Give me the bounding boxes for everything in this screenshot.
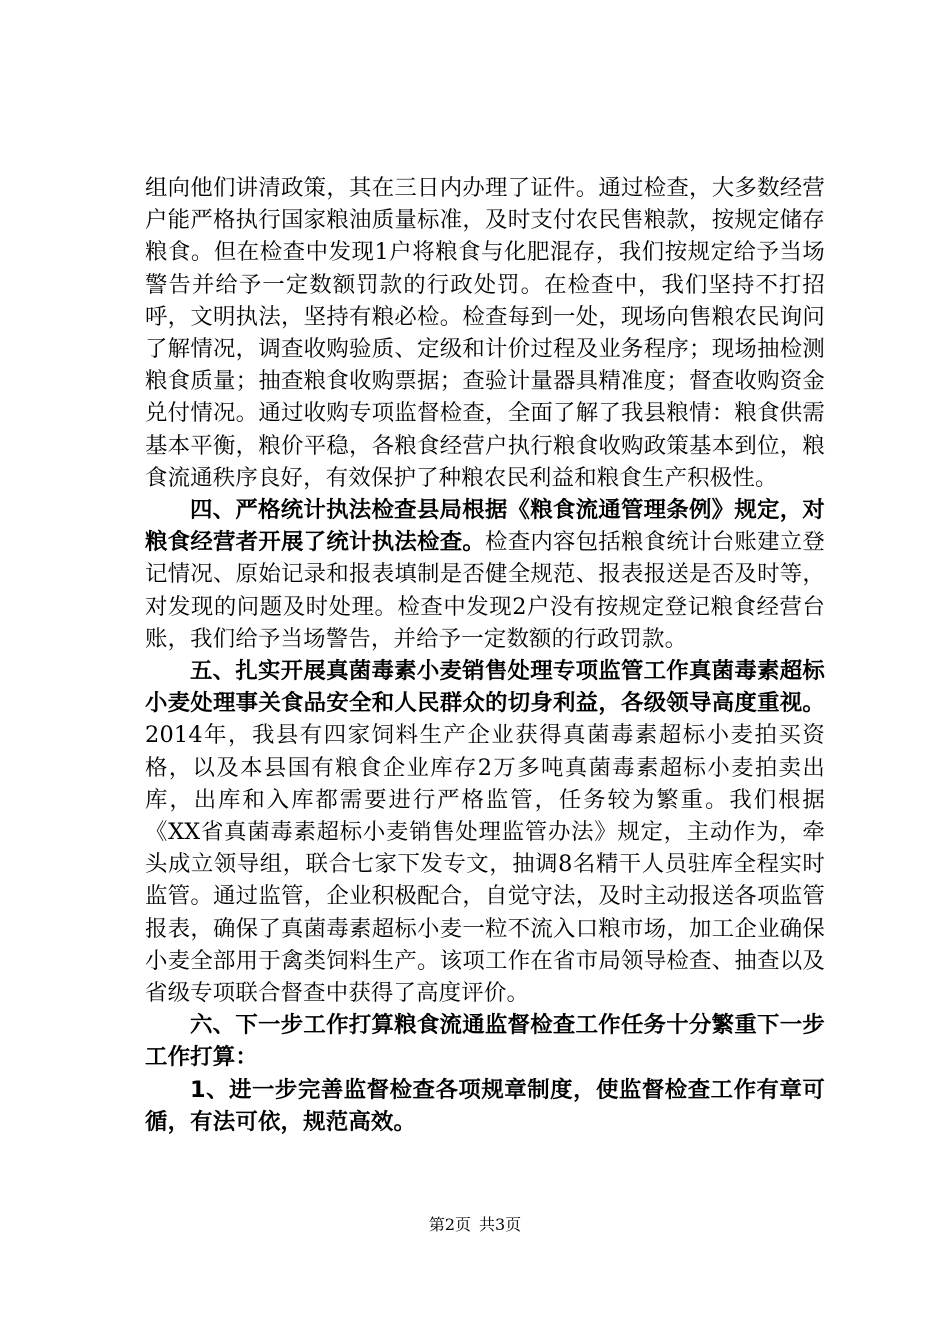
paragraph-section-6 — [145, 1009, 825, 1073]
paragraph-item-1 — [145, 1074, 825, 1138]
paragraph-section-5 — [145, 655, 825, 1009]
paragraph-text: 2014年，我县有四家饲料生产企业获得真菌毒素超标小麦拍买资格，以及本县国有粮食企业库存2万多吨真菌毒素超标小麦拍卖出库，出库和入库都需要进行严格监管，任务较为繁重。我们根据《XX省真菌毒素超标小麦销售处理监管办法》规定，主动作为，牵头成立领导组，联合七家下发专文，抽调8名精干人员驻库全程实时监管。通过监管，企业积极配合，自觉守法，及时主动报送各项监管报表，确保了真菌毒素超标小麦一粒不流入口粮市场，加工企业确保小麦全部用于禽类饲料生产。该项工作在省市局领导检查、抽查以及省级专项联合督查中获得了高度评价。 — [145, 722, 825, 1007]
document-body — [145, 172, 825, 1138]
page-number-current: 第2页 — [428, 1215, 471, 1234]
section-5-heading: 五、扎实开展真菌毒素小麦销售处理专项监管工作真菌毒素超标小麦处理事关食品安全和人民群众的切身利益，各级领导高度重视。 — [145, 658, 825, 717]
paragraph-continuation — [145, 172, 825, 494]
paragraph-section-4 — [145, 494, 825, 655]
section-6-heading: 六、下一步工作打算粮食流通监督检查工作任务十分繁重下一步工作打算： — [145, 1012, 825, 1071]
paragraph-text: 组向他们讲清政策，其在三日内办理了证件。通过检查，大多数经营户能严格执行国家粮油质量标准，及时支付农民售粮款，按规定储存粮食。但在检查中发现1户将粮食与化肥混存，我们按规定给予当场警告并给予一定数额罚款的行政处罚。在检查中，我们坚持不打招呼，文明执法，坚持有粮必检。检查每到一处，现场向售粮农民询问了解情况，调查收购验质、定级和计价过程及业务程序；现场抽检测粮食质量；抽查粮食收购票据；查验计量器具精准度；督查收购资金兑付情况。通过收购专项监督检查，全面了解了我县粮情：粮食供需基本平衡，粮价平稳，各粮食经营户执行粮食收购政策基本到位，粮食流通秩序良好，有效保护了种粮农民利益和粮食生产积极性。 — [145, 175, 825, 491]
paragraph-text: 检查内容包括粮食统计台账建立登记情况、原始记录和报表填制是否健全规范、报表报送是否及时等，对发现的问题及时处理。检查中发现2户没有按规定登记粮食经营台账，我们给予当场警告，并给予一定数额的行政罚款。 — [145, 529, 826, 652]
item-1-heading: 1、进一步完善监督检查各项规章制度，使监督检查工作有章可循，有法可依，规范高效。 — [145, 1076, 825, 1135]
page-footer — [0, 1214, 950, 1236]
page-number-total: 共3页 — [479, 1215, 522, 1234]
section-4-heading: 四、严格统计执法检查县局根据《粮食流通管理条例》规定，对粮食经营者开展了统计执法检查。 — [145, 497, 825, 556]
